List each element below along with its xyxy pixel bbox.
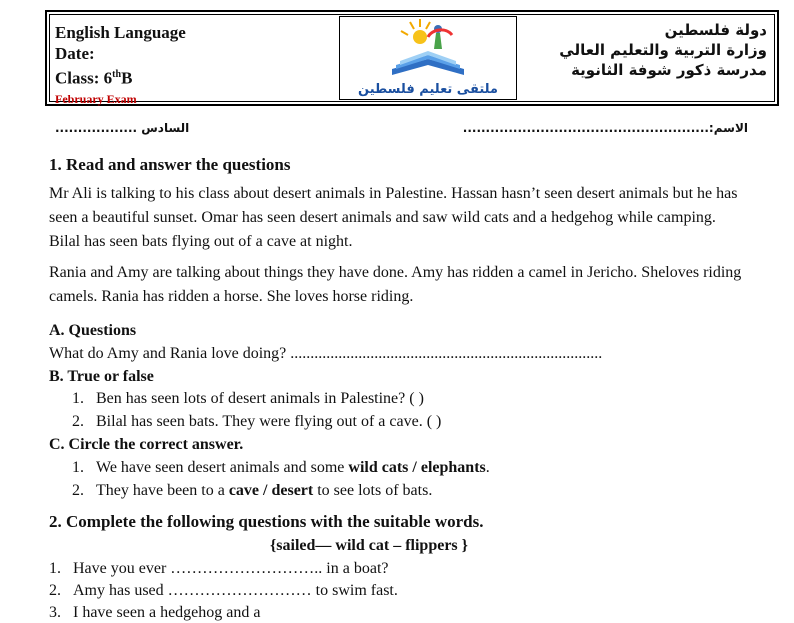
school-label: مدرسة ذكور شوفة الثانوية — [571, 61, 767, 79]
section1-title: 1. Read and answer the questions — [49, 155, 291, 174]
ministry-label: وزارة التربية والتعليم العالي — [559, 41, 767, 59]
circle-options-2[interactable]: cave / desert — [228, 482, 314, 499]
section-a-title: A. Questions — [49, 322, 137, 339]
true-false-item-1: 1. Ben has seen lots of desert animals in Palestine? ( ) — [72, 390, 424, 407]
class-label: Class: 6thB — [55, 68, 133, 88]
header-left-info — [55, 22, 186, 107]
complete-item-2: 2. Amy has used ……………………… to swim fast. — [49, 582, 398, 599]
country-label: دولة فلسطين — [664, 21, 767, 39]
section-b-title: B. True or false — [49, 368, 154, 385]
complete-item-3: 3. I have seen a hedgehog and a — [49, 604, 261, 621]
exam-label: February Exam — [55, 91, 137, 106]
complete-item-1: 1. Have you ever ……………………….. in a boat? — [49, 560, 389, 577]
section2-title: 2. Complete the following questions with the suitable words. — [49, 512, 484, 531]
subject-label: English Language — [55, 23, 186, 42]
logo — [339, 16, 517, 100]
reading-paragraph-1: Mr Ali is talking to his class about desert animals in Palestine. Hassan hasn’t seen desert animals but he has seen a beautiful sunset. Omar has seen desert animals and saw wild cats and a hedgehog while camping. Bilal has seen bats flying out of a cave at night. — [49, 185, 738, 250]
reading-paragraph-2: Rania and Amy are talking about things they have done. Amy has ridden a camel in Jericho. Sheloves riding camels. Rania has ridden a horse. She loves horse riding. — [49, 264, 742, 305]
book-logo-icon — [340, 17, 516, 81]
true-false-item-2: 2. Bilal has seen bats. They were flying out of a cave. ( ) — [72, 413, 442, 430]
circle-item-2: 2. They have been to a cave / desert to see lots of bats. — [72, 482, 433, 499]
class-field: السادس .................. — [55, 121, 190, 135]
section-c-title: C. Circle the correct answer. — [49, 436, 244, 453]
circle-item-1: 1. We have seen desert animals and some wild cats / elephants. — [72, 459, 490, 476]
word-bank: {sailed— wild cat – flippers } — [270, 537, 468, 554]
circle-options-1[interactable]: wild cats / elephants — [348, 459, 486, 476]
question-a: What do Amy and Rania love doing? .............................................................................. — [49, 345, 603, 362]
name-field: الاسم:...................................................... — [462, 121, 748, 135]
date-label: Date: — [55, 44, 95, 63]
header-right-info — [559, 20, 767, 80]
header-box — [45, 10, 779, 106]
logo-text: ملتقى تعليم فلسطين — [358, 82, 498, 97]
